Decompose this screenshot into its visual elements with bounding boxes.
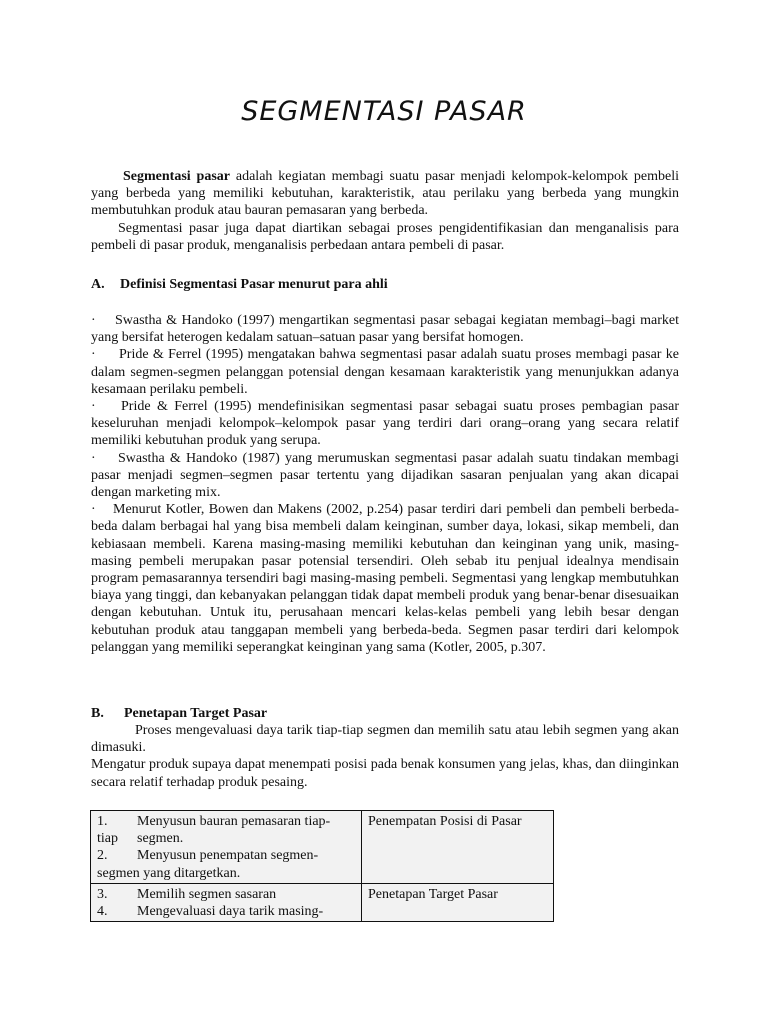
bullet-text: Swastha & Handoko (1987) yang merumuskan segmentasi pasar adalah suatu tindakan membagi pasar menjadi segmen–segmen pasar tertentu yang dijadikan sasaran penjualan yang akan dicapai dengan marketing mix. xyxy=(91,450,679,501)
bullet-text: Swastha & Handoko (1997) mengartikan segmentasi pasar sebagai kegiatan membagi–bagi market yang bersifat heterogen kedalam satuan–satuan pasar yang bersifat homogen. xyxy=(91,313,679,346)
step-number: 3. xyxy=(97,886,108,902)
intro-paragraph-1 xyxy=(91,168,679,220)
table-cell-category: Penempatan Posisi di Pasar xyxy=(362,811,554,884)
table-cell-steps xyxy=(91,883,362,921)
step-number: 2. xyxy=(97,848,108,864)
list-item xyxy=(91,450,679,502)
section-b-heading xyxy=(91,705,679,722)
step-text: segmen yang ditargetkan. xyxy=(97,865,241,881)
table-row xyxy=(91,883,554,921)
table-step-line xyxy=(97,847,355,864)
bullet-text: Menurut Kotler, Bowen dan Makens (2002, p.254) pasar terdiri dari pembeli dan pembeli berbeda-beda dalam berbagai hal yang bisa membeli dalam keinginan, sumber daya, lokasi, sikap membeli, dan kebiasaan membeli. Karena masing-masing memiliki kebutuhan dan keinginan yang unik, masing-masing pembeli merupakan pasar potensial tersendiri. Oleh sebab itu penjual idealnya mendisain program pemasarannya tersendiri bagi masing-masing pembeli. Segmentasi yang lengkap membutuhkan biaya yang tinggi, dan kebanyakan pelanggan tidak dapat membeli produk yang benar-benar disesuaikan dengan kebutuhan. Untuk itu, perusahaan mencari kelas-kelas pembeli yang lebih besar dengan kebutuhan produk atau tanggapan membeli yang berbeda-beda. Segmen pasar terdiri dari kelompok pelanggan yang memiliki seperangkat keinginan yang sama (Kotler, 2005, p.307. xyxy=(91,502,679,655)
step-text: Menyusun bauran pemasaran tiap- xyxy=(137,814,331,829)
bullet-text: Pride & Ferrel (1995) mengatakan bahwa segmentasi pasar adalah suatu proses membagi pasar ke dalam segmen-segmen pelanggan potensial dengan kesamaan karakteristik yang menunjukkan adanya kesamaan perilaku pembeli. xyxy=(91,347,679,397)
list-item xyxy=(91,346,679,398)
step-text: segmen. xyxy=(137,831,184,847)
section-b-paragraph-1: Proses mengevaluasi daya tarik tiap-tiap segmen dan memilih satu atau lebih segmen yang akan dimasuki. xyxy=(91,723,679,756)
intro-section xyxy=(91,168,679,254)
bullet-text: Pride & Ferrel (1995) mendefinisikan segmentasi pasar sebagai suatu proses pembagian pasar keseluruhan menjadi kelompok–kelompok pasar yang terdiri dari orang–orang yang secara relatif memiliki kebutuhan produk yang serupa. xyxy=(91,399,679,449)
bullet-mark: · xyxy=(91,399,96,415)
table-cell-category: Penetapan Target Pasar xyxy=(362,883,554,921)
table-step-line xyxy=(97,830,355,847)
bullet-mark: · xyxy=(91,450,96,466)
table-step-line xyxy=(97,865,355,882)
list-item xyxy=(91,501,679,656)
step-number: 4. xyxy=(97,904,108,920)
section-b-number: B. xyxy=(91,706,104,721)
page-title: SEGMENTASI PASAR xyxy=(241,96,527,127)
table-cell-steps xyxy=(91,811,362,884)
section-a-number: A. xyxy=(91,277,105,292)
section-b-paragraph-2: Mengatur produk supaya dapat menempati posisi pada benak konsumen yang jelas, khas, dan diinginkan secara relatif terhadap produk pesaing. xyxy=(91,757,679,790)
step-number: 1. xyxy=(97,814,108,829)
step-text: Mengevaluasi daya tarik masing- xyxy=(137,904,324,920)
bullet-mark: · xyxy=(91,313,96,328)
section-b-body xyxy=(91,722,679,791)
list-item xyxy=(91,312,679,346)
step-text: Memilih segmen sasaran xyxy=(137,886,277,902)
table-step-line xyxy=(97,886,355,903)
step-text: Menyusun penempatan segmen- xyxy=(137,848,319,864)
intro-p1-text: adalah kegiatan membagi suatu pasar menjadi kelompok-kelompok pembeli yang berbeda yang memiliki kebutuhan, karakteristik, atau perilaku yang berbeda yang mungkin membutuhkan produk atau bauran pemasaran yang berbeda. xyxy=(91,169,679,219)
table-row xyxy=(91,811,554,884)
section-b-title: Penetapan Target Pasar xyxy=(124,706,268,721)
intro-paragraph-2: Segmentasi pasar juga dapat diartikan sebagai proses pengidentifikasian dan menganalisis para pembeli di pasar produk, menganalisis perbedaan antara pembeli di pasar. xyxy=(91,220,679,253)
term-bold: Segmentasi pasar xyxy=(123,169,230,184)
table-step-line xyxy=(97,903,355,920)
step-number: tiap xyxy=(97,831,118,847)
section-a-title: Definisi Segmentasi Pasar menurut para ahli xyxy=(120,277,388,292)
list-item xyxy=(91,398,679,450)
bullet-mark: · xyxy=(91,502,96,518)
target-market-table xyxy=(90,810,554,922)
section-a-bullets xyxy=(91,312,679,656)
table-step-line xyxy=(97,813,355,830)
section-a-heading xyxy=(91,276,679,293)
bullet-mark: · xyxy=(91,347,96,363)
